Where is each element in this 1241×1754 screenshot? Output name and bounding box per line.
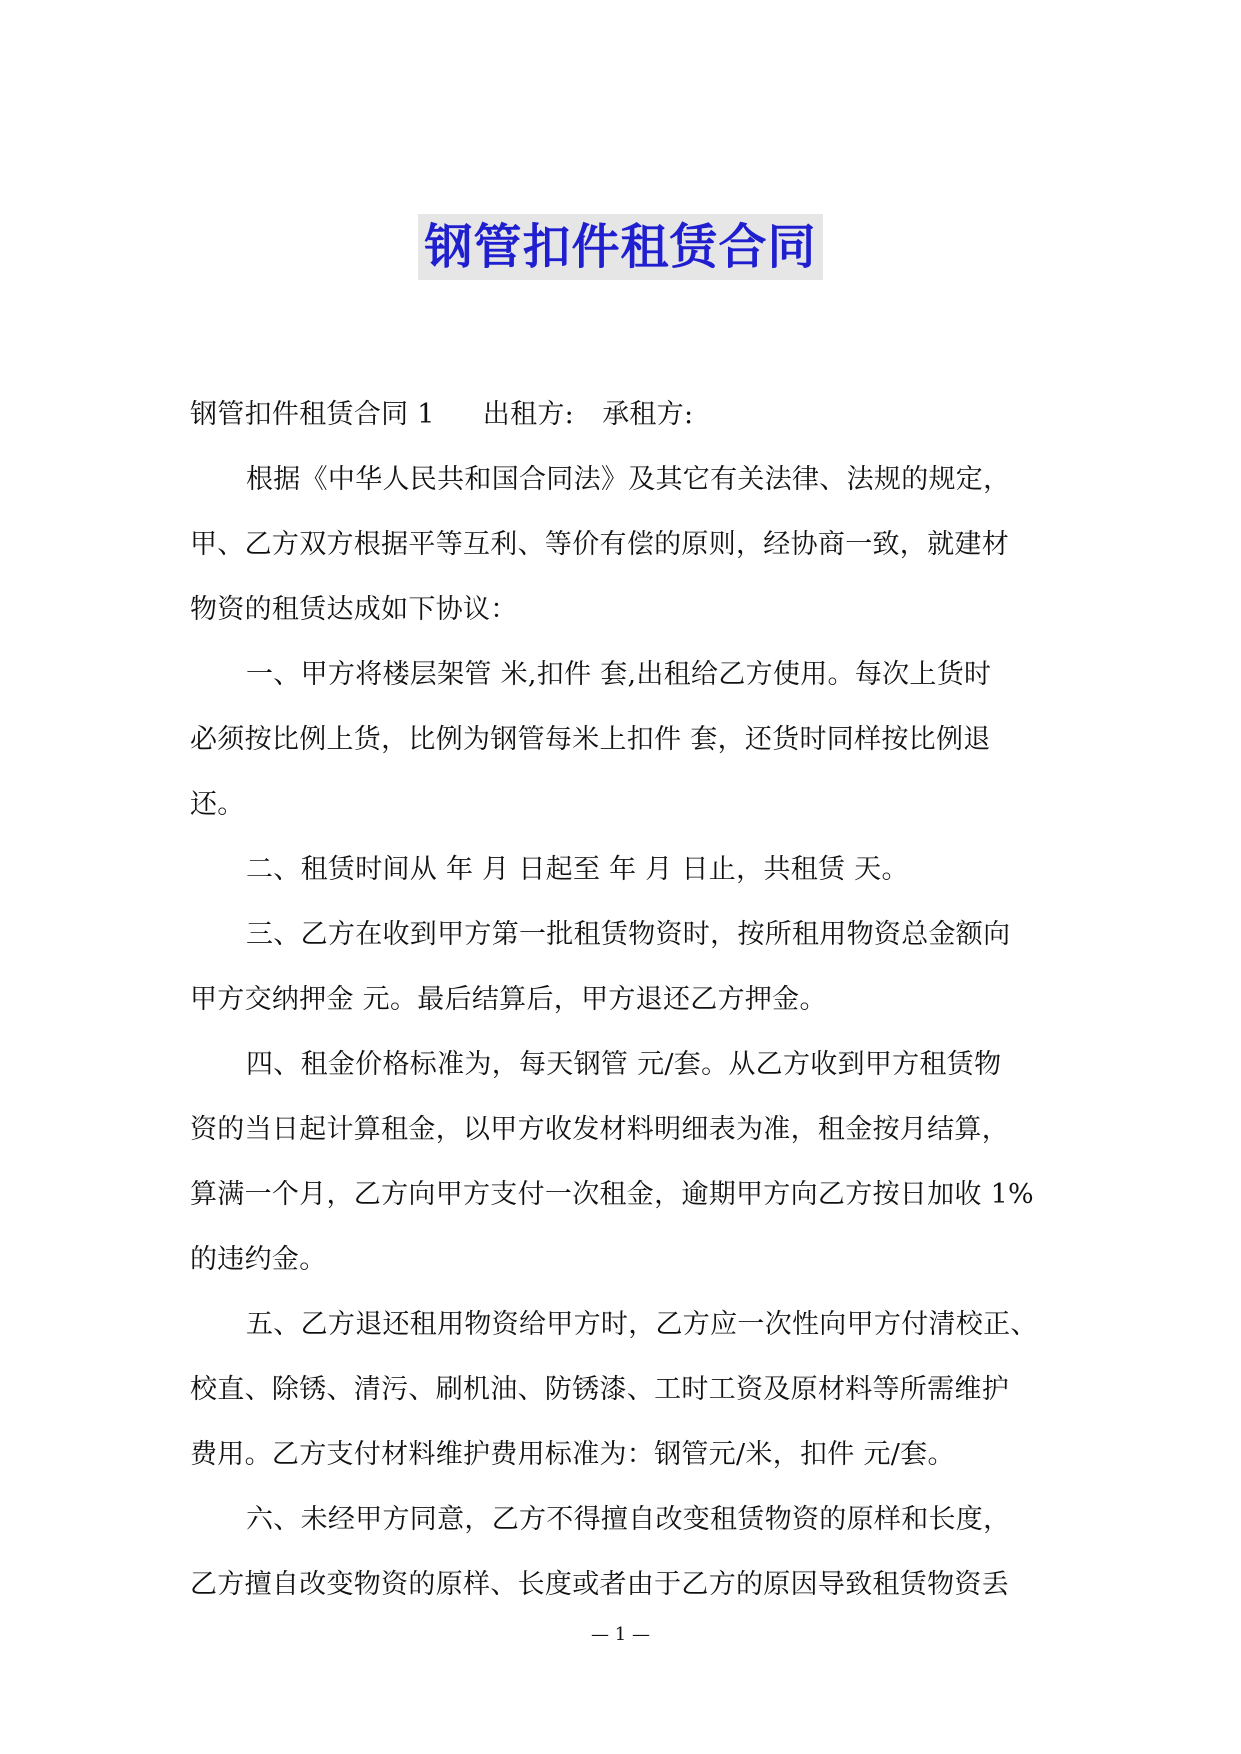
text-line: 三、乙方在收到甲方第一批租赁物资时，按所租用物资总金额向 bbox=[246, 919, 1011, 950]
text-line: 六、未经甲方同意，乙方不得擅自改变租赁物资的原样和长度， bbox=[246, 1504, 1011, 1535]
text-line: 校直、除锈、清污、刷机油、防锈漆、工时工资及原材料等所需维护 bbox=[190, 1374, 1009, 1405]
document-title: 钢管扣件租赁合同 bbox=[418, 214, 822, 280]
title-container bbox=[0, 214, 1241, 280]
text-line: 五、乙方退还租用物资给甲方时，乙方应一次性向甲方付清校正、 bbox=[246, 1309, 1038, 1340]
text-line: 算满一个月，乙方向甲方支付一次租金，逾期甲方向乙方按日加收 1% bbox=[190, 1179, 1035, 1210]
text-line: 物资的租赁达成如下协议： bbox=[190, 594, 518, 625]
text-line: 的违约金。 bbox=[190, 1244, 327, 1275]
page-number: — 1 — bbox=[591, 1624, 650, 1645]
text-line: 乙方擅自改变物资的原样、长度或者由于乙方的原因导致租赁物资丢 bbox=[190, 1569, 1009, 1600]
lessee-label: 承租方: bbox=[602, 399, 694, 430]
paragraph-lines bbox=[190, 447, 1058, 1617]
doc-name: 钢管扣件租赁合同 1 bbox=[190, 399, 435, 430]
text-line: 甲、乙方双方根据平等互利、等价有偿的原则，经协商一致，就建材 bbox=[190, 529, 1009, 560]
text-line: 费用。乙方支付材料维护费用标准为：钢管元/米，扣件 元/套。 bbox=[190, 1439, 955, 1470]
text-line: 甲方交纳押金 元。最后结算后，甲方退还乙方押金。 bbox=[190, 984, 827, 1015]
header-line bbox=[190, 382, 1058, 447]
text-line: 资的当日起计算租金，以甲方收发材料明细表为准，租金按月结算， bbox=[190, 1114, 1009, 1145]
lessor-label: 出租方: bbox=[482, 399, 575, 430]
text-line: 根据《中华人民共和国合同法》及其它有关法律、法规的规定， bbox=[246, 464, 1011, 495]
text-line: 二、租赁时间从 年 月 日起至 年 月 日止，共租赁 天。 bbox=[246, 854, 909, 885]
text-line: 一、甲方将楼层架管 米,扣件 套,出租给乙方使用。每次上货时 bbox=[246, 659, 992, 690]
text-line: 还。 bbox=[190, 789, 245, 820]
text-line: 四、租金价格标准为，每天钢管 元/套。从乙方收到甲方租赁物 bbox=[246, 1049, 1002, 1080]
document-body bbox=[190, 382, 1058, 1617]
text-line: 必须按比例上货，比例为钢管每米上扣件 套，还货时同样按比例退 bbox=[190, 724, 991, 755]
